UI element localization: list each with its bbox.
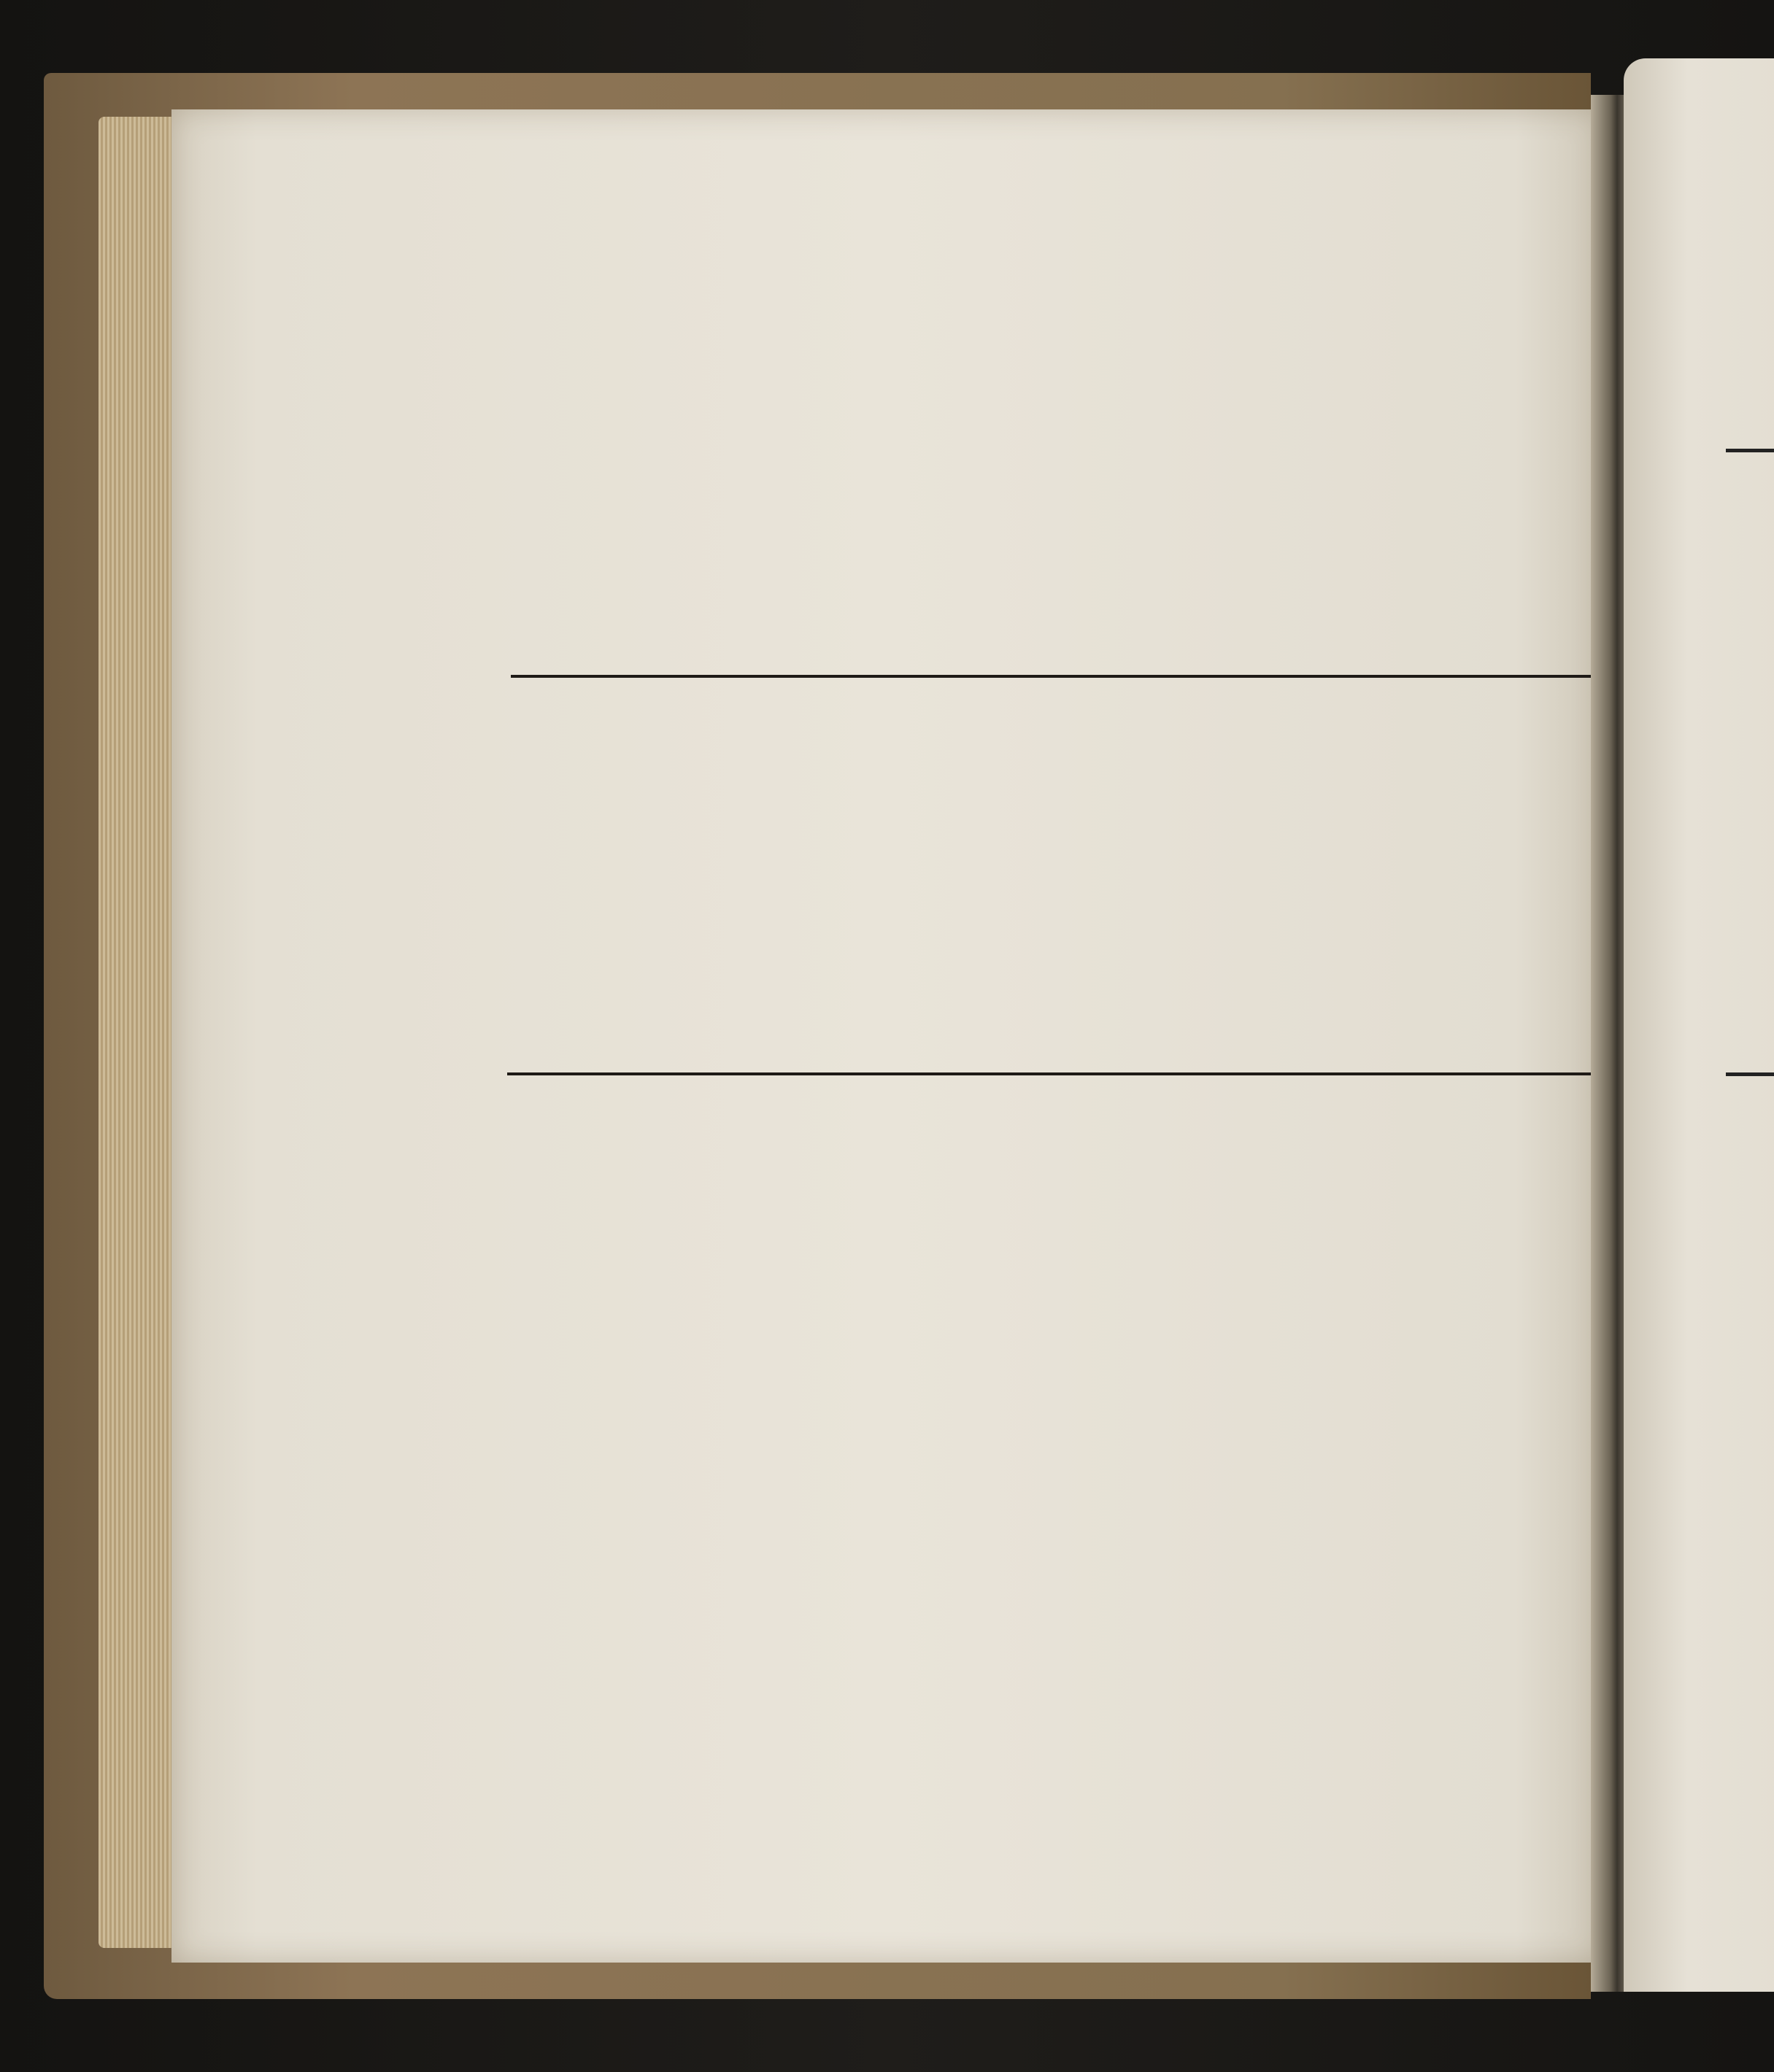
facing-page [1624,58,1774,1992]
section-divider [507,1072,1693,1075]
facing-rule [1726,1072,1774,1076]
page-edges [99,117,179,1948]
facing-rule [1726,449,1774,452]
section-divider [511,675,1660,678]
book-page [171,109,1602,1963]
